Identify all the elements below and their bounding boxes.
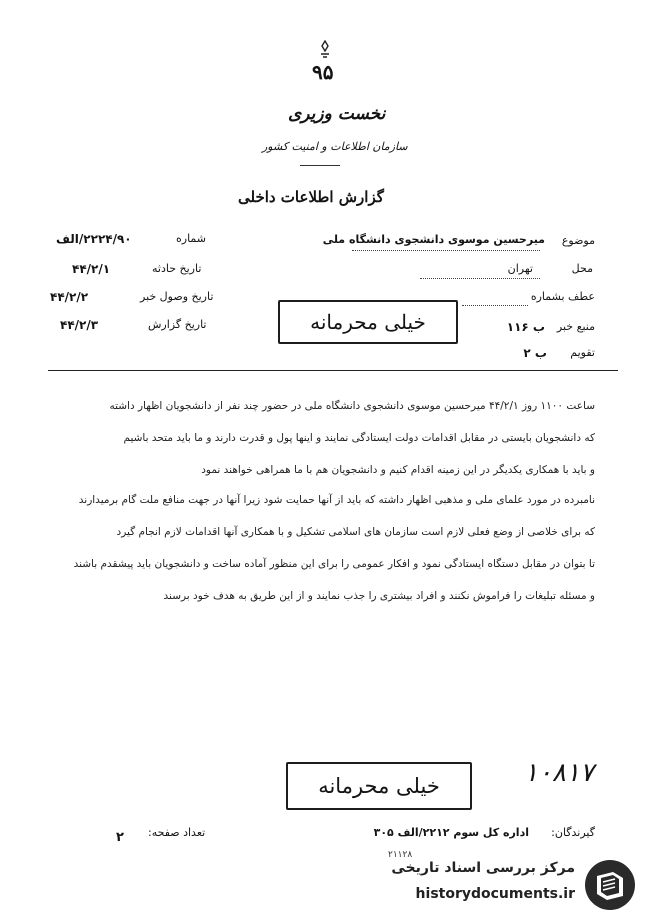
header-divider	[300, 165, 340, 166]
subject-rule	[352, 250, 540, 251]
header-office: نخست وزیری	[288, 104, 386, 124]
field-source-label: منبع خبر	[556, 320, 595, 333]
emblem-icon	[318, 40, 332, 58]
field-report-date-label: تاریخ گزارش	[148, 318, 207, 331]
watermark-code: ۲۱۱۲۸	[388, 850, 413, 860]
report-title: گزارش اطلاعات داخلی	[238, 188, 384, 206]
recipients-label: گیرندگان:	[551, 826, 595, 839]
classification-stamp-bottom-text: خیلی محرمانه	[318, 774, 440, 798]
ref-rule	[462, 305, 528, 306]
recipients-value: اداره کل سوم ۲۲۱۲/الف ۳۰۵	[373, 826, 529, 839]
header-organization: سازمان اطلاعات و امنیت کشور	[262, 140, 408, 153]
body-line: که برای خلاصی از وضع فعلی لازم است سازمان های اسلامی تشکیل و با همکاری آنها اقدامات لازم انجام گیرد	[116, 526, 595, 538]
field-incident-date-label: تاریخ حادثه	[152, 262, 202, 275]
header-number-mark: ۹۵	[312, 60, 334, 84]
section-divider	[48, 370, 618, 371]
classification-stamp-top-text: خیلی محرمانه	[310, 310, 426, 334]
field-source-value: ب ۱۱۶	[506, 320, 545, 334]
archive-watermark	[366, 850, 641, 912]
handwritten-number: ۱۰۸۱۷	[524, 758, 594, 788]
field-number-value: ۲۲۲۴/۹۰/الف	[56, 232, 132, 246]
field-number-label: شماره	[176, 232, 207, 245]
field-subject-value: میرحسین موسوی دانشجوی دانشگاه ملی	[322, 233, 545, 246]
place-rule	[420, 278, 540, 279]
field-place-label: محل	[571, 262, 593, 275]
body-line: تا بتوان در مقابل دستگاه ایستادگی نمود و افکار عمومی را برای این منظور آماده ساخت و دانشجویان باید پیشقدم باشند	[73, 558, 595, 570]
field-received-date-value: ۴۴/۲/۲	[50, 290, 89, 304]
body-line: ساعت ۱۱۰۰ روز ۴۴/۲/۱ میرحسین موسوی دانشجوی دانشگاه ملی در حضور چند نفر از دانشجویان اظهار داشته	[109, 400, 595, 412]
body-line: که دانشجویان بایستی در مقابل اقدامات دولت ایستادگی نمایند و اینها پول و قدرت دارند و ما باید متحد باشیم	[123, 432, 595, 444]
archive-logo-icon	[583, 858, 637, 912]
classification-stamp-bottom	[286, 762, 472, 810]
field-subject-label: موضوع	[561, 234, 595, 247]
field-ref-label: عطف بشماره	[530, 290, 595, 303]
pages-value: ۲	[116, 830, 124, 845]
classification-stamp-top	[278, 300, 458, 344]
watermark-org-name: مرکز بررسی اسناد تاریخی	[391, 860, 575, 876]
watermark-url: historydocuments.ir	[415, 886, 575, 902]
body-line: و باید با همکاری یکدیگر در این زمینه اقدام کنیم و دانشجویان هم با ما همراهی خواهند نمود	[201, 464, 595, 476]
pages-label: تعداد صفحه:	[148, 826, 206, 839]
field-report-date-value: ۴۴/۲/۳	[60, 318, 99, 332]
field-received-date-label: تاریخ وصول خبر	[140, 290, 214, 303]
field-place-value: تهران	[507, 262, 533, 275]
field-incident-date-value: ۴۴/۲/۱	[72, 262, 111, 276]
field-calendar-label: تقویم	[570, 346, 595, 359]
body-line: نامبرده در مورد علمای ملی و مذهبی اظهار داشته که باید از آنها حمایت شود زیرا آنها در جهت منافع ملت گام برمیدارند	[78, 494, 595, 506]
field-calendar-value: ب ۲	[523, 346, 547, 360]
body-line: و مسئله تبلیغات را فراموش نکنند و افراد بیشتری را جذب نمایند و از این طریق به هدف خود برسند	[163, 590, 595, 602]
